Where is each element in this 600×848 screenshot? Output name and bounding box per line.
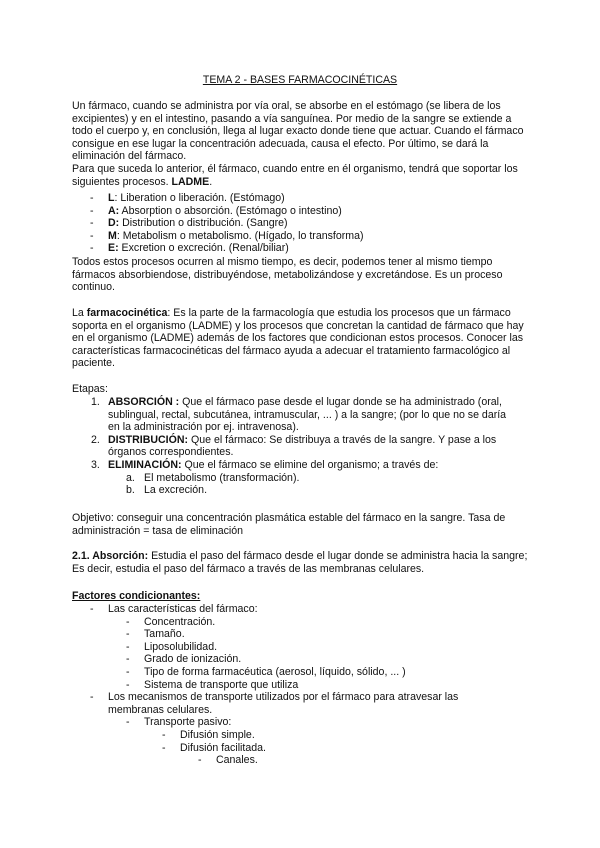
ladme-list [72,192,528,255]
etapa-number: 2. [91,433,100,446]
etapa-continuation [72,421,528,434]
factor-subitem: Concentración. [144,615,216,628]
factores-heading-row [72,590,528,603]
sub-letter: a. [126,471,135,484]
ladme-letter: D: [108,217,120,230]
absorcion-heading: 2.1. Absorción: [72,550,149,562]
etapa-number: 1. [91,396,100,408]
farmaco-pre: La [72,307,87,319]
list-item: - Concentración. [126,615,216,628]
ladme-letter: E: [108,242,119,255]
ladme-text: Distribution o distribución. (Sangre) [119,217,288,230]
sub-item [72,484,528,497]
absorcion-text: Estudia el paso del fármaco desde el lugar donde se administra hacia la sangre; Es decir, estudia el paso del fármaco a través de las membranas celulares. [72,550,528,575]
list-item: - Sistema de transporte que utiliza [126,678,299,691]
factor-text: Los mecanismos de transporte utilizados por el fármaco para atravesar las [108,691,459,704]
factor-subitem: Liposolubilidad. [144,640,218,653]
etapa-name: ELIMINACIÓN: [108,458,182,471]
ladme-text: : Liberation o liberación. (Estómago) [114,192,285,204]
etapas-list [72,396,528,497]
factor-subitem: Tipo de forma farmacéutica (aerosol, líquido, sólido, ... ) [144,665,406,678]
list-item: - Las características del fármaco: [90,603,258,615]
etapa-continuation [72,446,528,459]
farmacocinetica-term: farmacocinética [86,307,168,319]
ladme-text: : Metabolism o metabolismo. (Hígado, lo transforma) [116,229,364,242]
list-item: - Difusión facilitada. [162,741,266,754]
list-item-continuation [72,704,528,717]
list-item: - Canales. [198,754,258,767]
list-item: - D: Distribution o distribución. (Sangre) [90,217,288,230]
list-item: - M: Metabolism o metabolismo. (Hígado, lo transforma) [90,229,364,242]
sub-item [72,472,528,485]
ladme-word: LADME [171,175,210,188]
farmacocinetica-definition: : Es la parte de la farmacología que estudia los procesos que un fármaco soporta en el organismo (LADME) y los procesos que concretan la cantidad de fármaco que hay en el organismo (LADME) además de los factores que condicionan estos procesos. Conocer las características farmacocinéticas del fármaco ayuda a adecuar el tratamiento farmacológico al paciente. [72,307,524,370]
etapa-text: Que el fármaco: Se distribuya a través de la sangre. Y pase a los [188,433,497,446]
factor-subitem: Tamaño. [144,628,185,641]
factor-subsubsubitem: Canales. [216,754,258,767]
factor-subitem: Transporte pasivo: [144,716,232,729]
etapa-name: DISTRIBUCIÓN: [108,433,189,446]
etapa-text: sublingual, rectal, subcutánea, intramuscular, ... ) a la sangre; (por lo que no se daría [108,408,507,421]
factor-text: membranas celulares. [108,703,213,716]
list-item: - E: Excretion o excreción. (Renal/biliar) [90,242,289,255]
etapa-item [72,396,528,409]
list-item: - Tipo de forma farmacéutica (aerosol, líquido, sólido, ... ) [126,665,406,678]
ladme-letter: M [108,229,117,242]
absorcion-section [72,550,528,575]
list-item: - Liposolubilidad. [126,640,218,653]
ladme-intro: Para que suceda lo anterior, él fármaco, cuando entre en él organismo, tendrá que soportar los siguientes procesos. LADME. [72,163,518,188]
page-title: TEMA 2 - BASES FARMACOCINÉTICAS [202,74,398,86]
list-item: - Grado de ionización. [126,653,242,666]
etapa-text: órganos correspondientes. [108,446,234,459]
etapa-number: 3. [91,458,100,471]
list-item: - Transporte pasivo: [126,716,232,729]
list-item: - L: Liberation o liberación. (Estómago) [90,192,285,204]
list-item: - A: Absorption o absorción. (Estómago o intestino) [90,204,342,217]
factores-heading: Factores condicionantes: [72,590,201,602]
objetivo-paragraph: Objetivo: conseguir una concentración plasmática estable del fármaco en la sangre. Tasa de administración = tasa de eliminación [72,512,506,537]
etapa-continuation [72,409,528,422]
list-item: - Tamaño. [126,628,185,641]
ladme-letter: L [108,192,115,204]
ladme-text: Absorption o absorción. (Estómago o intestino) [119,204,342,217]
list-item: - Los mecanismos de transporte utilizados por el fármaco para atravesar las [90,691,459,704]
etapa-text: en la administración por ej. intravenosa). [108,421,299,434]
sub-text: La excreción. [144,484,208,497]
factor-subsubitem: Difusión simple. [180,728,255,741]
etapas-label: Etapas: [72,383,108,395]
farmacocinetica-paragraph [72,307,528,370]
ladme-text: Excretion o excreción. (Renal/biliar) [118,242,289,255]
etapa-name: ABSORCIÓN : [108,396,180,408]
ladme-letter: A: [108,204,120,217]
simultaneous-paragraph: Todos estos procesos ocurren al mismo tiempo, es decir, podemos tener al mismo tiempo fármacos absorbiendose, distribuyéndose, metabolizándose y excretándose. Es un proceso continuo. [72,256,503,294]
intro-paragraph: Un fármaco, cuando se administra por vía oral, se absorbe en el estómago (se libera de los excipientes) y en el intestino, pasando a vía sanguínea. Por medio de la sangre se extiende a todo el cuerpo y, en conclusión, llega al lugar exacto donde tiene que actuar. Cuando el fármaco consigue en ese lugar la concentración adecuada, causa el efecto. Por último, se dará la eliminación del fármaco. [72,100,524,163]
sub-text: El metabolismo (transformación). [144,471,300,484]
factor-subsubitem: Difusión facilitada. [180,741,266,754]
etapa-item [72,459,528,472]
etapa-item [72,434,528,447]
factores-list [72,603,528,767]
factor-text: Las características del fármaco: [108,603,258,615]
list-item: - Difusión simple. [162,728,255,741]
etapa-text: Que el fármaco pase desde el lugar donde se ha administrado (oral, [179,396,502,408]
sub-letter: b. [126,484,135,497]
ladme-intro-text: Para que suceda lo anterior, él fármaco, cuando entre en él organismo, tendrá que soportar los siguientes procesos. [72,163,518,188]
factor-subitem: Sistema de transporte que utiliza [144,678,299,691]
etapa-text: Que el fármaco se elimine del organismo; a través de: [181,458,439,471]
factor-subitem: Grado de ionización. [144,653,242,666]
